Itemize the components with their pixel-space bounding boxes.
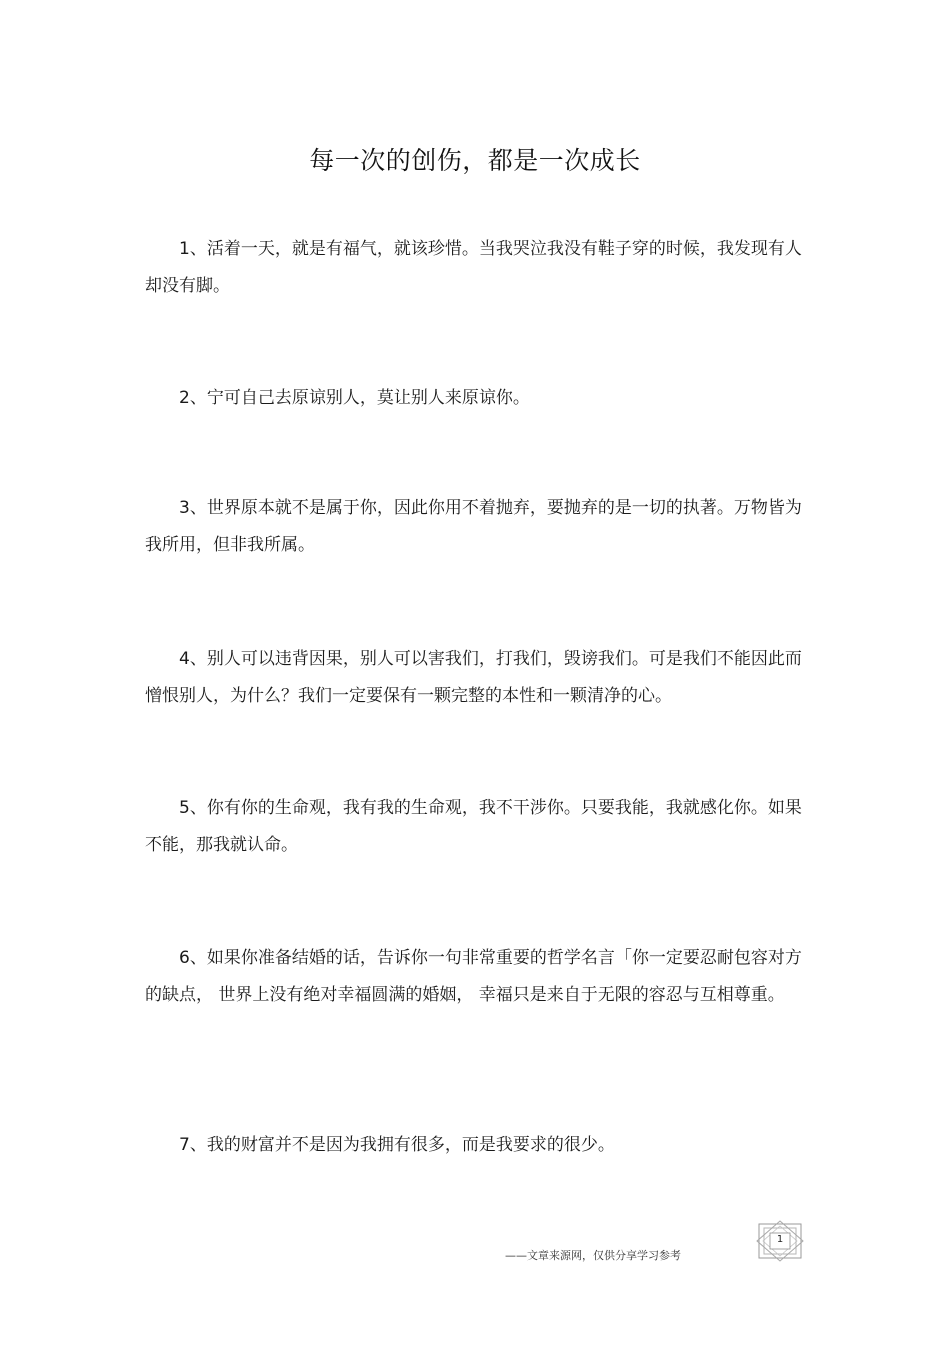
page-number: 1 xyxy=(776,1234,784,1245)
source-note: ——文章来源网，仅供分享学习参考 xyxy=(505,1249,681,1262)
paragraph-3: 3、世界原本就不是属于你，因此你用不着抛弃，要抛弃的是一切的执著。万物皆为我所用，但非我所属。 xyxy=(145,498,802,555)
page-number-badge xyxy=(755,1220,805,1262)
paragraph-1: 1、活着一天，就是有福气，就该珍惜。当我哭泣我没有鞋子穿的时候，我发现有人却没有脚。 xyxy=(145,239,802,296)
paragraph-7: 7、我的财富并不是因为我拥有很多，而是我要求的很少。 xyxy=(179,1135,615,1155)
paragraph-6: 6、如果你准备结婚的话，告诉你一句非常重要的哲学名言「你一定要忍耐包容对方的缺点， 世界上没有绝对幸福圆满的婚姻， 幸福只是来自于无限的容忍与互相尊重。 xyxy=(145,948,802,1005)
paragraph-5: 5、你有你的生命观，我有我的生命观，我不干涉你。只要我能，我就感化你。如果不能，那我就认命。 xyxy=(145,798,802,855)
document-title: 每一次的创伤，都是一次成长 xyxy=(309,146,641,175)
paragraph-2: 2、宁可自己去原谅别人，莫让别人来原谅你。 xyxy=(179,388,530,408)
paragraph-4: 4、别人可以违背因果，别人可以害我们，打我们，毁谤我们。可是我们不能因此而憎恨别人，为什么？我们一定要保有一颗完整的本性和一颗清净的心。 xyxy=(145,649,802,706)
